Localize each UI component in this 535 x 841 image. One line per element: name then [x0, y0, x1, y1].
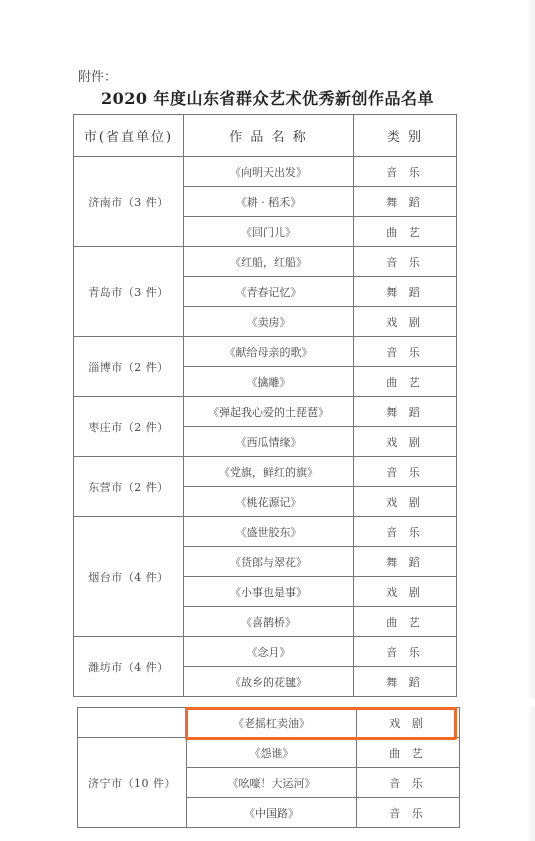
city-cell: 潍坊市（4 件）: [74, 637, 184, 697]
work-cell: 《弹起我心爱的土琵琶》: [184, 397, 354, 427]
category-cell: 舞 蹈: [354, 397, 457, 427]
city-cell: 济南市（3 件）: [74, 157, 184, 247]
category-cell: 舞 蹈: [354, 667, 457, 697]
category-cell: 曲 艺: [354, 367, 457, 397]
work-cell: 《货郎与翠花》: [184, 547, 354, 577]
category-cell: 曲 艺: [357, 738, 460, 768]
category-cell: 戏 剧: [354, 577, 457, 607]
table-row: [74, 337, 457, 367]
city-cell: 东营市（2 件）: [74, 457, 184, 517]
work-cell: 《盛世胶东》: [184, 517, 354, 547]
category-cell: 戏 剧: [354, 427, 457, 457]
table-row: [74, 247, 457, 277]
work-cell: 《青春记忆》: [184, 277, 354, 307]
attachment-label: 附件：: [78, 70, 118, 85]
work-cell: 《桃花源记》: [184, 487, 354, 517]
work-cell: 《念月》: [184, 637, 354, 667]
work-cell: 《耕 · 稻禾》: [184, 187, 354, 217]
city-cell: 淄博市（2 件）: [74, 337, 184, 397]
work-cell: 《向明天出发》: [184, 157, 354, 187]
header-city: 市(省直单位): [74, 115, 184, 157]
work-cell: 《怨谁》: [187, 738, 357, 768]
work-cell: 《老摇杠卖油》: [187, 708, 357, 738]
category-cell: 音 乐: [354, 157, 457, 187]
category-cell: 戏 剧: [357, 708, 460, 738]
header-category: 类 别: [354, 115, 457, 157]
category-cell: 曲 艺: [354, 217, 457, 247]
work-cell: 《吆嚎！大运河》: [187, 768, 357, 798]
document-title: 2020 年度山东省群众艺术优秀新创作品名单: [100, 89, 435, 108]
category-cell: 曲 艺: [354, 607, 457, 637]
highlight-box: [185, 707, 457, 740]
table-row: [78, 738, 460, 768]
category-cell: 舞 蹈: [354, 277, 457, 307]
work-cell: 《西瓜情缘》: [184, 427, 354, 457]
category-cell: 音 乐: [354, 457, 457, 487]
table-row: [74, 517, 457, 547]
work-cell: 《喜鹊桥》: [184, 607, 354, 637]
work-cell: 《回门儿》: [184, 217, 354, 247]
table-row: [74, 457, 457, 487]
empty-city-cell: [78, 708, 187, 738]
work-cell: 《中国路》: [187, 798, 357, 828]
category-cell: 戏 剧: [354, 307, 457, 337]
category-cell: 舞 蹈: [354, 187, 457, 217]
table-row: [74, 397, 457, 427]
work-cell: 《擒雕》: [184, 367, 354, 397]
header-work-name: 作 品 名 称: [184, 115, 354, 157]
city-cell: 青岛市（3 件）: [74, 247, 184, 337]
category-cell: 音 乐: [354, 517, 457, 547]
category-cell: 音 乐: [357, 768, 460, 798]
page-break-gap: [0, 699, 535, 707]
work-cell: 《小事也是事》: [184, 577, 354, 607]
category-cell: 音 乐: [354, 637, 457, 667]
work-cell: 《献给母亲的歌》: [184, 337, 354, 367]
page-edge-shadow: [527, 0, 535, 841]
table-header-row: [74, 115, 457, 157]
award-list-table: [73, 114, 457, 697]
table-row: [74, 637, 457, 667]
work-cell: 《故乡的花毽》: [184, 667, 354, 697]
city-cell: 枣庄市（2 件）: [74, 397, 184, 457]
table-row: [74, 157, 457, 187]
work-cell: 《红船，红船》: [184, 247, 354, 277]
category-cell: 音 乐: [357, 798, 460, 828]
work-cell: 《党旗，鲜红的旗》: [184, 457, 354, 487]
category-cell: 音 乐: [354, 247, 457, 277]
category-cell: 音 乐: [354, 337, 457, 367]
category-cell: 舞 蹈: [354, 547, 457, 577]
city-cell: 烟台市（4 件）: [74, 517, 184, 637]
category-cell: 戏 剧: [354, 487, 457, 517]
work-cell: 《卖房》: [184, 307, 354, 337]
city-cell: 济宁市（10 件）: [78, 738, 187, 828]
